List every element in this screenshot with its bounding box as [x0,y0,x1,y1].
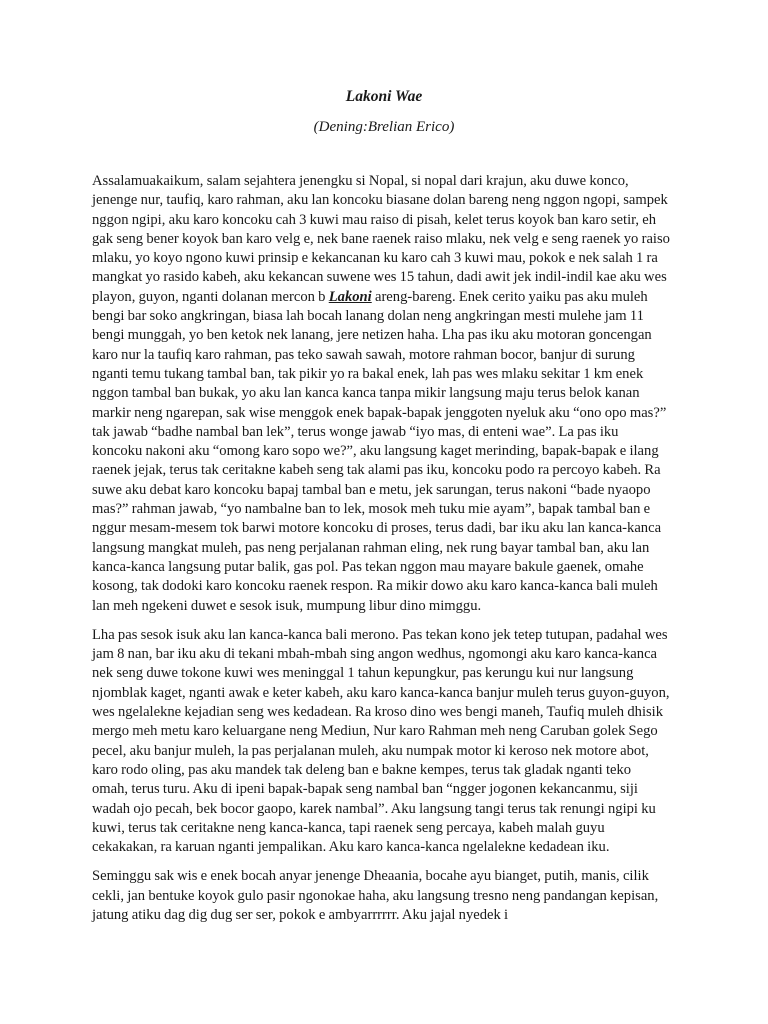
paragraph-3: Seminggu sak wis e enek bocah anyar jenenge Dheaania, bocahe ayu bianget, putih, manis, cilik cekli, jan bentuke koyok gulo pasir ngonokae haha, aku langsung tresno neng pandangan kepisan, jatung atiku dag dig dug ser ser, pokok e ambyarrrrrr. Aku jajal nyedek i [92,868,659,923]
paragraph-1 [92,172,670,616]
document-title: Lakoni Wae [345,88,423,105]
author-line: (Dening:Brelian Erico) [313,119,455,135]
paragraph-1-before: Assalamuakaikum, salam sejahtera jenengku si Nopal, si nopal dari krajun, aku duwe konco, jenenge nur, taufiq, karo rahman, aku lan koncoku biasane dolan bareng neng nggon ngopi, sampek nggon ngipi, aku karo koncoku cah 3 kuwi mau raiso di pisah, kelet terus koyok ban karo setir, eh gak seng bener koyok ban karo velg e, nek bane raenek raiso mlaku, nek velg e seng raenek yo raiso mlaku, yo koyo ngono kuwi prinsip e kekancanan ku karo cah 3 kuwi mau, pokok e nek salah 1 ra mangkat yo rasido kabeh, aku kekancan suwene wes 15 tahun, dadi awit jek indil-indil kae aku wes playon, guyon, nganti dolanan mercon b [92,173,670,305]
paragraph-2: Lha pas sesok isuk aku lan kanca-kanca bali merono. Pas tekan kono jek tetep tutupan, padahal wes jam 8 nan, bar iku aku di tekani mbah-mbah sing angon wedhus, ngomongi aku karo kanca-kanca nek seng duwe tokone kuwi wes meninggal 1 tahun kepungkur, pas kerungu kui nur langsung njomblak kaget, nganti awak e keter kabeh, aku karo kanca-kanca banjur muleh terus guyon-guyon, wes ngelalekne kejadian seng wes kedadean. Ra kroso dino wes bengi maneh, Taufiq muleh dhisik mergo meh metu karo keluargane neng Mediun, Nur karo Rahman meh neng Caruban golek Sego pecel, aku banjur muleh, la pas perjalanan muleh, aku numpak motor ki keroso nek motore abot, karo rodo oling, pas aku mandek tak deleng ban e bakne kempes, terus tak gladak nganti teko omah, terus turu. Aku di ipeni bapak-bapak seng nambal ban “ngger jogonen kekancanmu, siji wadah ojo pecah, bek bocor gaopo, karek nambal”. Aku langsung tangi terus tak renungi ngipi ku kuwi, terus tak ceritakne neng kanca-kanca, tapi raenek seng percaya, kabeh malah guyu cekakakan, ra karuan nganti jempalikan. Aku karo kanca-kanca ngelalekne kedadean iku. [92,626,670,856]
emphasized-word: Lakoni [328,288,372,305]
document-body [92,172,670,935]
paragraph-1-after: areng-bareng. Enek cerito yaiku pas aku muleh bengi bar soko angkringan, biasa lah bocah lanang dolan neng angkringan mesti mulehe jam 11 bengi munggah, yo ben ketok nek lanang, jere netizen haha. Lha pas iku aku motoran goncengan karo nur la taufiq karo rahman, pas teko sawah sawah, motore rahman bocor, banjur di surung nganti temu tukang tambal ban, tak pikir yo ra bakal enek, lah pas wes mlaku sekitar 1 km enek nggon tambal ban bukak, yo aku lan kanca kanca tanpa mikir langsung maju terus belok kanan markir neng ngarepan, sak wise menggok enek bapak-bapak jenggoten nyeluk aku “ono opo mas?” tak jawab “badhe nambal ban lek”, terus wonge jawab “iyo mas, di enteni wae”. La pas iku koncoku nakoni aku “omong karo sopo we?”, aku langsung kaget merinding, bapak-bapak e ilang raenek jejak, terus tak ceritakne kabeh seng tak alami pas iku, koncoku podo ra percoyo kabeh. Ra suwe aku debat karo koncoku bapaj tambal ban e metu, jek sarungan, terus nakoni “bade nyaopo mas?” rahman jawab, “yo nambalne ban to lek, mosok meh tuku mie ayam”, bapak tambal ban e nggur mesam-mesem tok barwi motore koncoku di proses, terus dadi, bar iku aku lan kanca-kanca langsung mangkat muleh, pas neng perjalanan rahman eling, nek rung bayar tambal ban, aku lan kanca-kanca langsung putar balik, gas pol. Pas tekan nggon mau mayare bakule gaenek, omahe kosong, tak dodoki karo koncoku raenek respon. Ra mikir dowo aku karo kanca-kanca bali muleh lan meh ngekeni duwet e sesok isuk, mumpung libur dino mimggu. [92,288,667,614]
